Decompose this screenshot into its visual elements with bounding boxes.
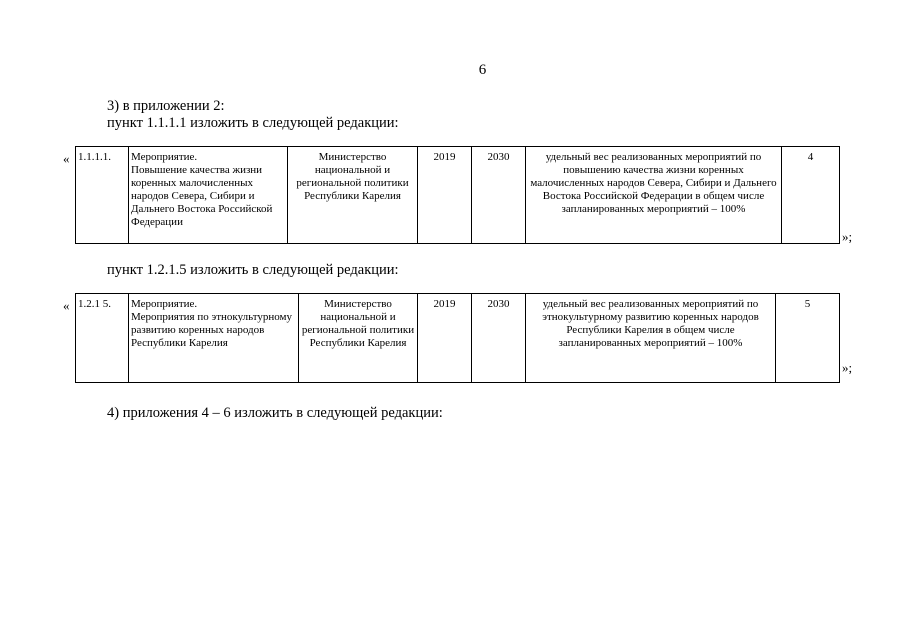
table-row (76, 294, 840, 383)
cell-start-year: 2019 (418, 294, 472, 383)
cell-event: Мероприятие. Мероприятия по этнокультурному развитию коренных народов Республики Карелия (129, 294, 299, 383)
cell-start-year: 2019 (418, 147, 472, 244)
cell-value: 5 (776, 294, 840, 383)
cell-indicator: удельный вес реализованных мероприятий по повышению качества жизни коренных малочисленных народов Севера, Сибири и Дальнего Востока Российской Федерации в общем числе запланированных мероприятий – 100% (526, 147, 782, 244)
paragraph-appendices-4-6: 4) приложения 4 – 6 изложить в следующей редакции: (107, 405, 443, 421)
cell-end-year: 2030 (472, 294, 526, 383)
cell-indicator: удельный вес реализованных мероприятий по этнокультурному развитию коренных народов Республики Карелия в общем числе запланированных мероприятий – 100% (526, 294, 776, 383)
open-quote-1: « (63, 151, 70, 166)
close-quote-2: »; (842, 360, 853, 375)
cell-value: 4 (782, 147, 840, 244)
table-point-1-1-1-1 (75, 146, 840, 244)
paragraph-point-1-2-1-5: пункт 1.2.1.5 изложить в следующей редакции: (107, 262, 399, 278)
page-number: 6 (478, 62, 487, 78)
table-row (76, 147, 840, 244)
cell-event: Мероприятие. Повышение качества жизни коренных малочисленных народов Севера, Сибири и Дальнего Востока Российской Федерации (129, 147, 288, 244)
open-quote-2: « (63, 298, 70, 313)
paragraph-appendix-2: 3) в приложении 2: (107, 98, 225, 114)
cell-end-year: 2030 (472, 147, 526, 244)
cell-executor: Министерство национальной и региональной политики Республики Карелия (288, 147, 418, 244)
close-quote-1: »; (842, 229, 853, 244)
cell-number: 1.2.1 5. (76, 294, 129, 383)
paragraph-point-1-1-1-1: пункт 1.1.1.1 изложить в следующей редакции: (107, 115, 399, 131)
cell-number: 1.1.1.1. (76, 147, 129, 244)
cell-executor: Министерство национальной и региональной политики Республики Карелия (299, 294, 418, 383)
table-point-1-2-1-5 (75, 293, 840, 383)
